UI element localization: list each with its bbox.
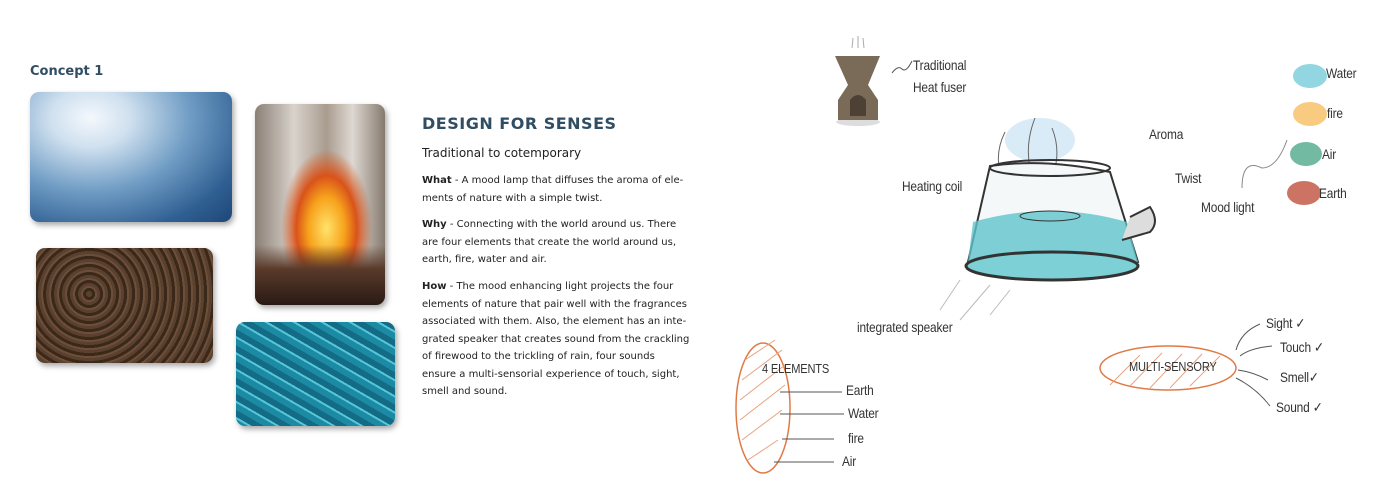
concept-label: Concept 1: [30, 64, 104, 79]
what-paragraph: What - A mood lamp that diffuses the aroma of ele-ments of nature with a simple twist.: [422, 175, 684, 204]
water-color-label: Water: [1326, 65, 1357, 81]
air-color-label: Air: [1322, 146, 1337, 162]
element-item: Water: [848, 405, 879, 421]
color-swatches: [1287, 64, 1327, 205]
element-item: Air: [842, 453, 857, 469]
elements-title: 4 ELEMENTS: [762, 361, 830, 376]
earth-color-label: Earth: [1319, 185, 1347, 201]
speaker-label: integrated speaker: [857, 319, 953, 335]
element-item: fire: [848, 430, 864, 446]
why-paragraph: Why - Connecting with the world around us. There are four elements that create the world around us, earth, fire, water and air.: [422, 219, 677, 265]
subtitle: Traditional to cotemporary: [422, 146, 582, 160]
heat-fuser-icon: [835, 36, 912, 126]
element-item: Earth: [846, 382, 874, 398]
heat-fuser-label: Heat fuser: [913, 79, 967, 95]
aroma-label: Aroma: [1149, 126, 1184, 142]
heating-coil-label: Heating coil: [902, 178, 963, 194]
fire-color-label: fire: [1327, 105, 1343, 121]
sense-item: Touch ✓: [1280, 339, 1324, 355]
sense-item: Smell✓: [1280, 369, 1319, 385]
traditional-label: Traditional: [913, 57, 967, 73]
multi-sensory-title: MULTI-SENSORY: [1129, 359, 1217, 374]
how-paragraph: How - The mood enhancing light projects the four elements of nature that pair well with the fragrances associated with them. Also, the element has an inte-grated speaker that creates sound from the crackling of firewood to the trickling of rain, four sounds ensure a multi-sensorial experience of touch, sight, smell and sound.: [422, 281, 690, 397]
twist-label: Twist: [1175, 170, 1202, 186]
sense-item: Sight ✓: [1266, 315, 1306, 331]
mood-light-label: Mood light: [1201, 199, 1255, 215]
sense-item: Sound ✓: [1276, 399, 1323, 415]
page-title: DESIGN FOR SENSES: [422, 114, 617, 133]
